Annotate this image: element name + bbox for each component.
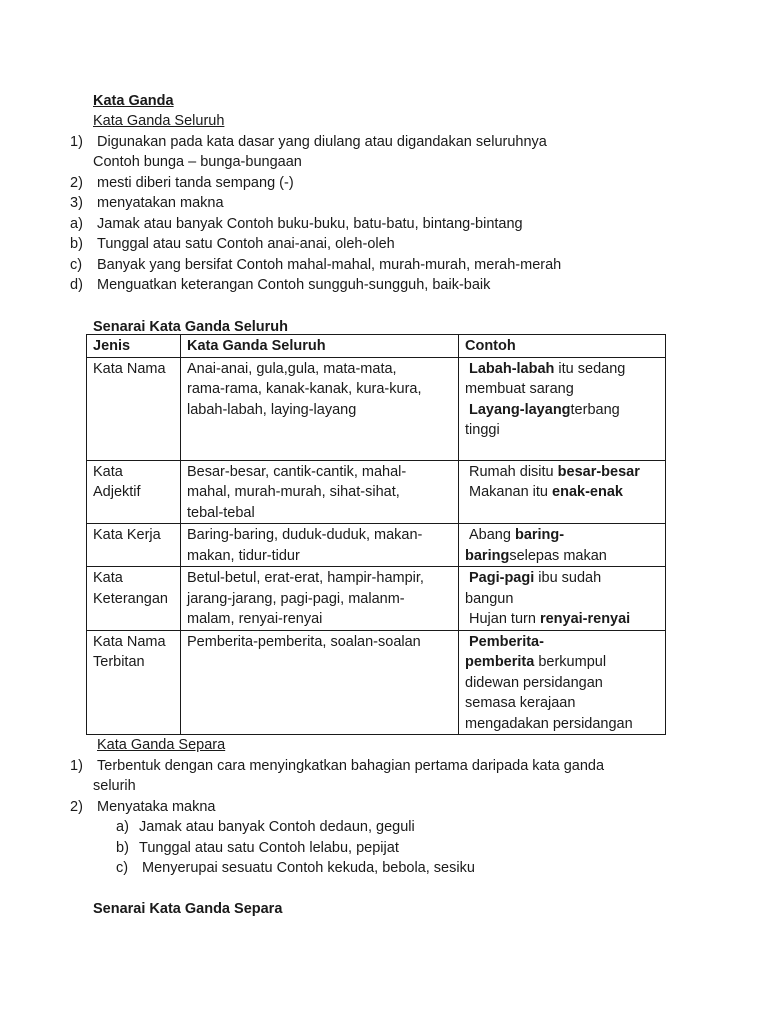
cell-text: malam, renyai-renyai [187, 611, 323, 627]
cell-kata-ganda [181, 630, 459, 735]
list-marker: d) [70, 277, 83, 293]
contoh-line [465, 609, 659, 630]
document-title: Kata Ganda [93, 93, 174, 109]
contoh-line [465, 379, 659, 400]
contoh-line [465, 714, 659, 735]
contoh-text: bangun [465, 590, 514, 607]
list-item: menyatakan makna [97, 195, 224, 211]
contoh-line [465, 693, 659, 714]
contoh-text: tinggi [465, 422, 500, 438]
table-row [87, 630, 666, 735]
cell-text: Kata Nama [93, 633, 166, 650]
contoh-text: Hujan turn [469, 611, 540, 627]
list-item: Banyak yang bersifat Contoh mahal-mahal, murah-murah, merah-merah [97, 257, 562, 273]
contoh-text: terbang [570, 401, 620, 418]
cell-contoh [459, 460, 666, 524]
header-jenis: Jenis [87, 335, 181, 358]
list-item: Terbentuk dengan cara menyingkatkan bahagian pertama daripada kata ganda [97, 758, 605, 774]
table-body [87, 357, 666, 735]
contoh-text: Rumah disitu [469, 463, 558, 480]
list-marker: b) [116, 840, 129, 856]
list-item: selurih [93, 778, 136, 794]
cell-text: mahal, murah-murah, sihat-sihat, [187, 484, 400, 500]
contoh-line [465, 525, 659, 546]
cell-jenis [87, 567, 181, 631]
contoh-bold-word: renyai-renyai [539, 611, 631, 627]
list-item: Jamak atau banyak Contoh buku-buku, batu-batu, bintang-bintang [97, 216, 523, 232]
list-item: Menyataka makna [97, 799, 216, 815]
section1-heading: Kata Ganda Seluruh [93, 113, 225, 129]
cell-text: Anai-anai, gula,gula, mata-mata, [187, 360, 397, 377]
cell-contoh [459, 567, 666, 631]
kata-ganda-table [86, 334, 666, 735]
contoh-bold-word: Labah-labah [469, 360, 555, 377]
cell-jenis [87, 357, 181, 460]
list-item: Digunakan pada kata dasar yang diulang atau digandakan seluruhnya [97, 134, 547, 150]
cell-text: Adjektif [93, 484, 141, 500]
list-item: Contoh bunga – bunga-bungaan [93, 154, 302, 170]
cell-jenis [87, 460, 181, 524]
contoh-line [465, 568, 659, 589]
list-marker: 1) [70, 134, 83, 150]
contoh-line [465, 482, 659, 503]
cell-text: rama-rama, kanak-kanak, kura-kura, [187, 381, 422, 397]
contoh-text: Makanan itu [469, 484, 553, 500]
list-item: Tunggal atau satu Contoh anai-anai, oleh-oleh [97, 236, 395, 252]
contoh-text: berkumpul [534, 654, 607, 670]
list-marker: 3) [70, 195, 83, 211]
table-row [87, 567, 666, 631]
contoh-line [465, 400, 659, 421]
cell-text: Kata [93, 463, 123, 480]
cell-contoh [459, 524, 666, 567]
cell-text: Pemberita-pemberita, soalan-soalan [187, 633, 421, 650]
table-row [87, 524, 666, 567]
contoh-line [465, 546, 659, 567]
cell-text: Kata [93, 570, 123, 586]
cell-kata-ganda [181, 567, 459, 631]
list-marker: 2) [70, 175, 83, 191]
cell-text: Kata Kerja [93, 527, 161, 543]
list-marker: b) [70, 236, 83, 252]
contoh-bold-word: besar-besar [557, 463, 640, 480]
cell-text: Keterangan [93, 590, 168, 607]
list-marker: a) [70, 216, 83, 232]
list-item: mesti diberi tanda sempang (-) [97, 175, 294, 191]
contoh-text: selepas makan [509, 547, 607, 564]
contoh-bold-word: baring- [514, 527, 565, 543]
contoh-line [465, 652, 659, 673]
cell-text: Kata Nama [93, 360, 166, 377]
cell-contoh [459, 630, 666, 735]
contoh-text: ibu sudah [534, 570, 602, 586]
contoh-bold-word: pemberita [465, 654, 535, 670]
contoh-text: itu sedang [554, 360, 626, 377]
contoh-bold-word: Pemberita- [469, 633, 544, 650]
cell-jenis [87, 630, 181, 735]
list-marker: 2) [70, 799, 83, 815]
cell-contoh [459, 357, 666, 460]
list-item: Menyerupai sesuatu Contoh kekuda, bebola, sesiku [142, 860, 475, 876]
contoh-line [465, 632, 659, 653]
contoh-line [465, 420, 659, 441]
cell-text: makan, tidur-tidur [187, 547, 300, 564]
contoh-text: semasa kerajaan [465, 695, 576, 711]
cell-text: jarang-jarang, pagi-pagi, malanm- [187, 590, 405, 607]
contoh-text: Abang [469, 527, 515, 543]
table-caption: Senarai Kata Ganda Seluruh [93, 319, 289, 335]
table-header-row [87, 335, 666, 358]
list-item: Menguatkan keterangan Contoh sungguh-sungguh, baik-baik [97, 277, 491, 293]
contoh-bold-word: Layang-layang [469, 401, 571, 418]
list-item: Tunggal atau satu Contoh lelabu, pepijat [139, 840, 399, 856]
contoh-bold-word: Pagi-pagi [469, 570, 535, 586]
contoh-bold-word: enak-enak [552, 484, 623, 500]
cell-text: labah-labah, laying-layang [187, 401, 357, 418]
contoh-line [465, 359, 659, 380]
footer-heading: Senarai Kata Ganda Separa [93, 901, 283, 917]
contoh-bold-word: baring [465, 547, 510, 564]
cell-text: Terbitan [93, 654, 145, 670]
contoh-text: mengadakan persidangan [465, 715, 633, 732]
cell-text: Betul-betul, erat-erat, hampir-hampir, [187, 570, 424, 586]
contoh-line [465, 673, 659, 694]
contoh-text: didewan persidangan [465, 674, 603, 691]
list-marker: a) [116, 819, 129, 835]
cell-text: Besar-besar, cantik-cantik, mahal- [187, 463, 407, 480]
contoh-line [465, 462, 659, 483]
table-row [87, 357, 666, 460]
list-marker: 1) [70, 758, 83, 774]
list-marker: c) [116, 860, 129, 876]
table-row [87, 460, 666, 524]
cell-text: Baring-baring, duduk-duduk, makan- [187, 527, 423, 543]
cell-kata-ganda [181, 524, 459, 567]
contoh-text: membuat sarang [465, 381, 574, 397]
list-marker: c) [70, 257, 83, 273]
header-contoh: Contoh [459, 335, 666, 358]
header-kata-ganda-seluruh: Kata Ganda Seluruh [181, 335, 459, 358]
cell-kata-ganda [181, 460, 459, 524]
cell-jenis [87, 524, 181, 567]
list-item: Jamak atau banyak Contoh dedaun, geguli [139, 819, 415, 835]
cell-text: tebal-tebal [187, 504, 255, 521]
cell-kata-ganda [181, 357, 459, 460]
section2-heading: Kata Ganda Separa [97, 737, 226, 753]
contoh-line [465, 589, 659, 610]
